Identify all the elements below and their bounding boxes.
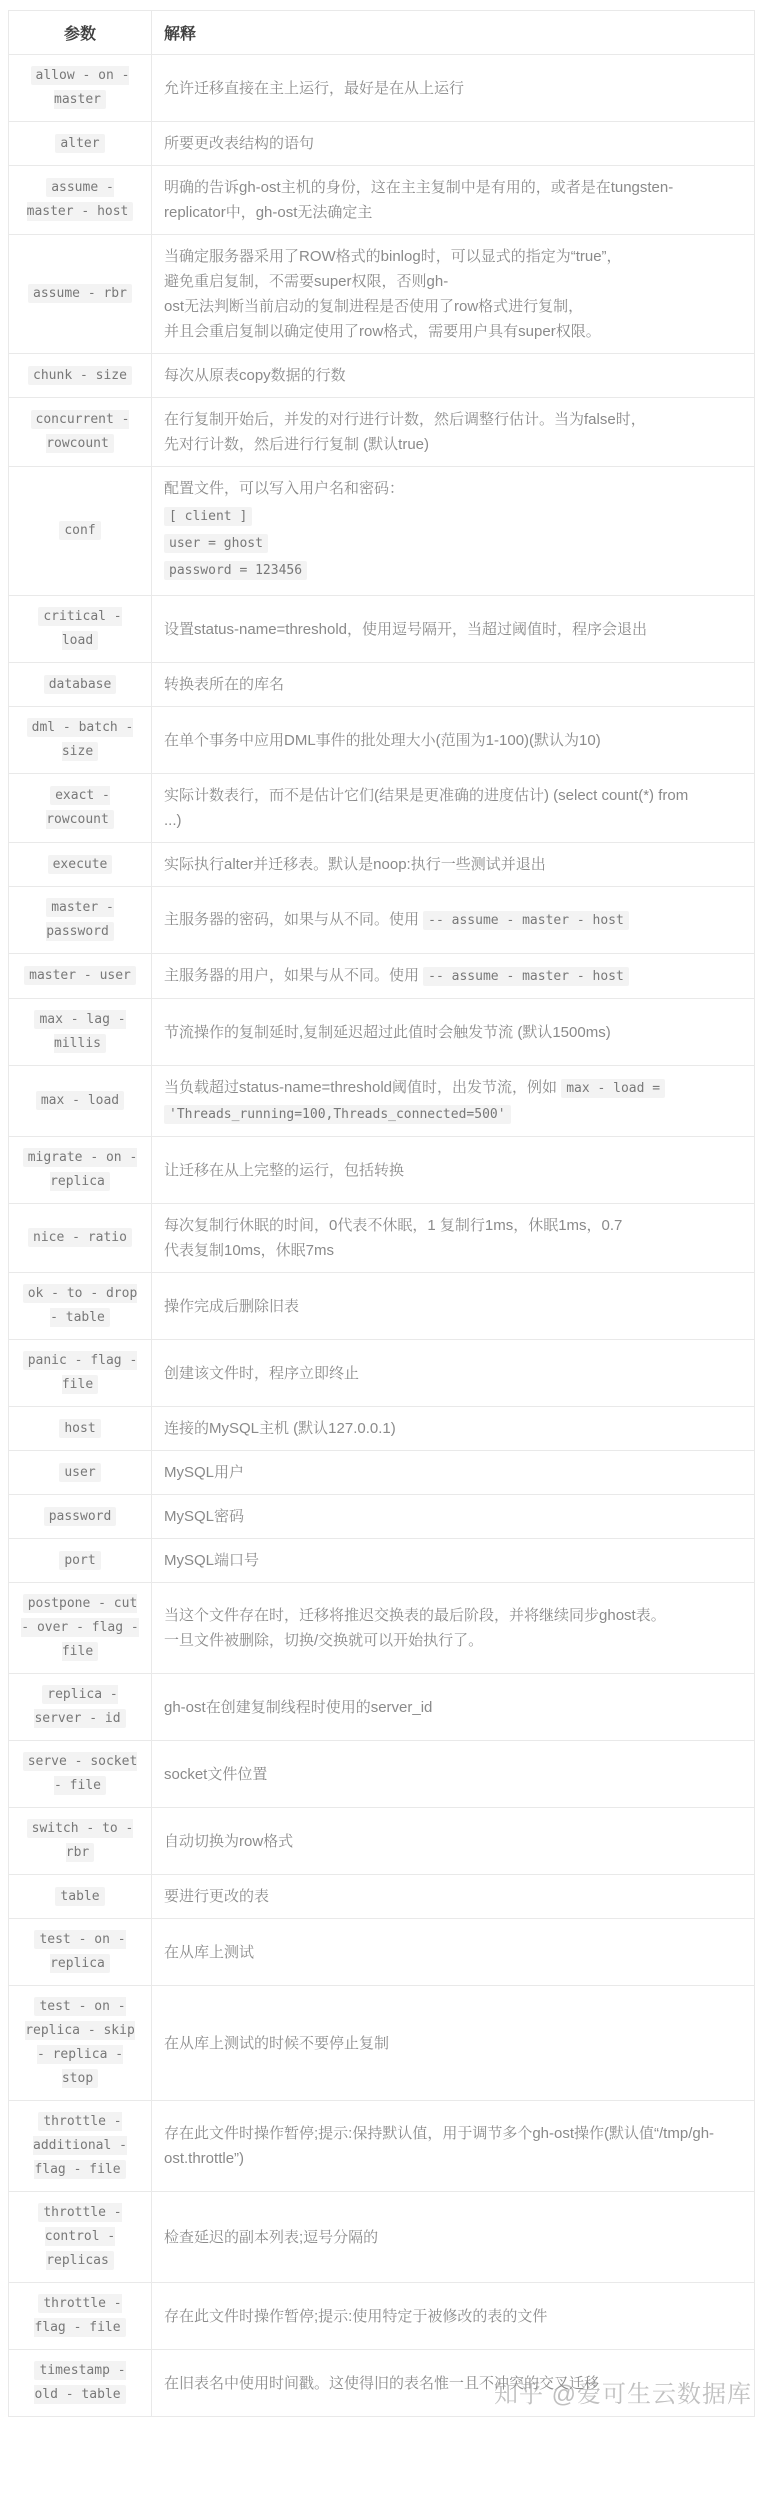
desc-text: replicator中，gh-ost无法确定主 <box>164 204 373 221</box>
desc-cell <box>152 1808 755 1875</box>
param-code: table <box>55 1887 104 1906</box>
desc-text: ...) <box>164 812 182 829</box>
param-cell <box>9 1583 152 1674</box>
param-code: assume - rbr <box>28 284 132 303</box>
table-row <box>9 55 755 122</box>
param-code: alter <box>55 134 104 153</box>
table-row <box>9 2192 755 2283</box>
table-row <box>9 954 755 999</box>
param-code: user <box>59 1463 100 1482</box>
desc-text: 要进行更改的表 <box>164 1888 270 1905</box>
table-row <box>9 1875 755 1919</box>
desc-text: 在旧表名中使用时间戳。这使得旧的表名惟一且不冲突的交叉迁移 <box>164 2374 600 2392</box>
header-desc: 解释 <box>152 11 755 55</box>
param-code: host <box>59 1419 100 1438</box>
header-param: 参数 <box>9 11 152 55</box>
table-row <box>9 1741 755 1808</box>
table-row <box>9 122 755 166</box>
desc-text: 当这个文件存在时，迁移将推迟交换表的最后阶段，并将继续同步ghost表。 <box>164 1607 666 1624</box>
param-cell <box>9 596 152 663</box>
desc-cell <box>152 398 755 467</box>
table-row <box>9 1986 755 2101</box>
param-code: postpone - cut - over - flag - file <box>21 1596 139 1659</box>
table-row <box>9 1451 755 1495</box>
desc-text: ost无法判断当前启动的复制进程是否使用了row格式进行复制， <box>164 298 584 315</box>
desc-cell <box>152 1340 755 1407</box>
param-cell <box>9 774 152 843</box>
desc-text: 连接的MySQL主机 (默认127.0.0.1) <box>164 1420 396 1437</box>
param-cell <box>9 1451 152 1495</box>
param-cell <box>9 122 152 166</box>
desc-cell <box>152 166 755 235</box>
desc-cell <box>152 1741 755 1808</box>
desc-cell <box>152 774 755 843</box>
param-code: throttle - flag - file <box>34 2294 125 2337</box>
desc-text: 存在此文件时操作暂停;提示:保持默认值，用于调节多个gh-ost操作(默认值“/tmp/gh- <box>164 2125 715 2142</box>
desc-cell <box>152 707 755 774</box>
param-cell <box>9 2101 152 2192</box>
table-row <box>9 166 755 235</box>
param-code: master - user <box>24 966 136 985</box>
desc-cell <box>152 954 755 999</box>
param-code: migrate - on - replica <box>23 1148 138 1191</box>
table-row <box>9 1919 755 1986</box>
inline-code: [ client ] <box>164 507 252 526</box>
params-table <box>8 10 755 2417</box>
desc-text: 操作完成后删除旧表 <box>164 1297 300 1315</box>
desc-text: MySQL端口号 <box>164 1552 260 1569</box>
desc-cell <box>152 887 755 954</box>
param-cell <box>9 1137 152 1204</box>
param-cell <box>9 707 152 774</box>
table-row <box>9 354 755 398</box>
table-row <box>9 1808 755 1875</box>
desc-cell <box>152 1583 755 1674</box>
param-code: replica - server - id <box>34 1685 125 1728</box>
param-code: max - lag - millis <box>34 1010 125 1053</box>
table-row <box>9 1340 755 1407</box>
param-cell <box>9 354 152 398</box>
desc-cell <box>152 122 755 166</box>
desc-text: 检查延迟的副本列表;逗号分隔的 <box>164 2228 379 2246</box>
param-cell <box>9 467 152 596</box>
table-row <box>9 887 755 954</box>
param-code: panic - flag - file <box>23 1351 138 1394</box>
table-row <box>9 1204 755 1273</box>
param-code: ok - to - drop - table <box>23 1284 138 1327</box>
desc-cell <box>152 354 755 398</box>
code-line <box>164 505 742 528</box>
param-code: port <box>59 1551 100 1570</box>
table-body <box>9 55 755 2417</box>
desc-text: 节流操作的复制延时,复制延迟超过此值时会触发节流 (默认1500ms) <box>164 1023 611 1041</box>
table-row <box>9 843 755 887</box>
desc-text: 存在此文件时操作暂停;提示:使用特定于被修改的表的文件 <box>164 2307 548 2325</box>
param-code: password <box>44 1507 117 1526</box>
param-code: execute <box>48 855 113 874</box>
table-row <box>9 1273 755 1340</box>
desc-text: 一旦文件被删除，切换/交换就可以开始执行了。 <box>164 1632 484 1649</box>
desc-text: 主服务器的用户，如果与从不同。使用 <box>164 967 424 984</box>
param-cell <box>9 1674 152 1741</box>
desc-cell <box>152 1674 755 1741</box>
table-row <box>9 235 755 354</box>
param-code: database <box>44 675 117 694</box>
param-cell <box>9 999 152 1066</box>
param-code: nice - ratio <box>28 1228 132 1247</box>
desc-cell <box>152 1204 755 1273</box>
param-code: critical - load <box>38 607 121 650</box>
desc-cell <box>152 1407 755 1451</box>
param-cell <box>9 1919 152 1986</box>
inline-code: 'Threads_running=100,Threads_connected=500' <box>164 1105 511 1124</box>
desc-cell <box>152 843 755 887</box>
desc-text: 当负载超过status-name=threshold阈值时，出发节流，例如 <box>164 1079 562 1096</box>
desc-text: MySQL用户 <box>164 1464 245 1481</box>
param-cell <box>9 2192 152 2283</box>
param-cell <box>9 1066 152 1137</box>
param-code: exact - rowcount <box>46 786 114 829</box>
param-cell <box>9 1273 152 1340</box>
param-code: chunk - size <box>28 366 132 385</box>
desc-cell <box>152 55 755 122</box>
param-cell <box>9 2283 152 2350</box>
desc-cell <box>152 1495 755 1539</box>
param-cell <box>9 1340 152 1407</box>
desc-text: 转换表所在的库名 <box>164 676 285 693</box>
desc-text: 先对行计数，然后进行行复制 (默认true) <box>164 436 430 453</box>
param-code: throttle - additional - flag - file <box>33 2114 127 2177</box>
desc-text: 在单个事务中应用DML事件的批处理大小(范围为1-100)(默认为10) <box>164 731 601 749</box>
param-cell <box>9 55 152 122</box>
desc-cell <box>152 235 755 354</box>
table-row <box>9 663 755 707</box>
desc-text: 配置文件，可以写入用户名和密码： <box>164 480 405 497</box>
param-cell <box>9 235 152 354</box>
desc-text: 实际执行alter并迁移表。默认是noop:执行一些测试并退出 <box>164 856 546 873</box>
param-cell <box>9 954 152 999</box>
desc-text: 每次从原表copy数据的行数 <box>164 367 346 384</box>
param-cell <box>9 1986 152 2101</box>
param-cell <box>9 1808 152 1875</box>
desc-text: 在行复制开始后，并发的对行进行计数，然后调整行估计。当为false时， <box>164 411 646 428</box>
desc-text: MySQL密码 <box>164 1508 245 1525</box>
inline-code: password = 123456 <box>164 561 307 580</box>
table-row <box>9 1674 755 1741</box>
desc-cell <box>152 1875 755 1919</box>
param-cell <box>9 1741 152 1808</box>
desc-cell <box>152 1539 755 1583</box>
param-code: test - on - replica <box>34 1930 125 1973</box>
desc-cell <box>152 1066 755 1137</box>
param-code: timestamp - old - table <box>34 2363 126 2402</box>
param-code: serve - socket - file <box>23 1752 138 1795</box>
header-row <box>9 11 755 55</box>
desc-cell <box>152 663 755 707</box>
desc-text: 避免重启复制，不需要super权限，否则gh- <box>164 273 449 290</box>
code-line <box>164 559 742 582</box>
param-code: dml - batch - size <box>27 718 134 761</box>
param-code: allow - on - master <box>31 66 130 109</box>
desc-cell <box>152 1273 755 1340</box>
desc-text: gh-ost在创建复制线程时使用的server_id <box>164 1698 433 1716</box>
param-cell <box>9 2350 152 2417</box>
table-row <box>9 1066 755 1137</box>
param-code: switch - to - rbr <box>27 1819 134 1862</box>
desc-text: 明确的告诉gh-ost主机的身份，这在主主复制中是有用的，或者是在tungsten- <box>164 179 674 196</box>
table-header <box>9 11 755 55</box>
code-line <box>164 532 742 555</box>
param-cell <box>9 843 152 887</box>
table-row <box>9 1539 755 1583</box>
desc-text: ost.throttle”) <box>164 2150 245 2167</box>
param-cell <box>9 1407 152 1451</box>
desc-text: 每次复制行休眠的时间，0代表不休眠，1 复制行1ms，休眠1ms，0.7 <box>164 1217 623 1234</box>
inline-code: -- assume - master - host <box>423 911 629 930</box>
desc-text: 创建该文件时，程序立即终止 <box>164 1364 360 1382</box>
desc-cell <box>152 1137 755 1204</box>
param-code: throttle - control - replicas <box>38 2203 121 2270</box>
desc-cell <box>152 596 755 663</box>
desc-cell <box>152 1986 755 2101</box>
desc-text: 所要更改表结构的语句 <box>164 135 315 152</box>
desc-text: 自动切换为row格式 <box>164 1832 294 1850</box>
table-row <box>9 1137 755 1204</box>
desc-cell <box>152 1919 755 1986</box>
table-row <box>9 398 755 467</box>
param-cell <box>9 1204 152 1273</box>
param-cell <box>9 166 152 235</box>
desc-cell <box>152 2192 755 2283</box>
param-cell <box>9 1875 152 1919</box>
desc-text: 设置status-name=threshold，使用逗号隔开，当超过阈值时，程序会退出 <box>164 620 648 638</box>
desc-text: socket文件位置 <box>164 1765 268 1783</box>
desc-cell <box>152 999 755 1066</box>
table-row <box>9 2283 755 2350</box>
table-row <box>9 999 755 1066</box>
inline-code: -- assume - master - host <box>423 967 629 986</box>
param-code: conf <box>59 521 100 540</box>
param-cell <box>9 1539 152 1583</box>
param-cell <box>9 398 152 467</box>
desc-text: 并且会重启复制以确定使用了row格式，需要用户具有super权限。 <box>164 323 601 340</box>
desc-text: 在从库上测试的时候不要停止复制 <box>164 2034 390 2052</box>
desc-text: 让迁移在从上完整的运行，包括转换 <box>164 1161 405 1179</box>
desc-text: 当确定服务器采用了ROW格式的binlog时，可以显式的指定为“true”， <box>164 248 622 265</box>
desc-cell <box>152 2283 755 2350</box>
table-row <box>9 467 755 596</box>
desc-text: 在从库上测试 <box>164 1943 255 1961</box>
table-row <box>9 774 755 843</box>
table-row <box>9 1495 755 1539</box>
desc-cell <box>152 467 755 596</box>
param-code: assume - master - host <box>27 178 134 221</box>
param-code: max - load <box>36 1091 124 1110</box>
desc-text: 主服务器的密码，如果与从不同。使用 <box>164 911 424 928</box>
param-cell <box>9 1495 152 1539</box>
param-cell <box>9 663 152 707</box>
table-row <box>9 1407 755 1451</box>
param-code: test - on - replica - skip - replica - stop <box>25 1999 135 2086</box>
desc-cell <box>152 2101 755 2192</box>
table-row <box>9 596 755 663</box>
desc-text: 实际计数表行，而不是估计它们(结果是更准确的进度估计) (select count(*) from <box>164 787 689 804</box>
desc-cell <box>152 1451 755 1495</box>
table-row <box>9 2101 755 2192</box>
desc-text: 允许迁移直接在主上运行，最好是在从上运行 <box>164 79 465 97</box>
watermark: 知乎 @爱可生云数据库 <box>493 2381 752 2408</box>
inline-code: max - load = <box>561 1079 665 1098</box>
param-code: concurrent - rowcount <box>31 410 130 453</box>
param-code: master - password <box>46 900 114 939</box>
table-row <box>9 1583 755 1674</box>
table-row <box>9 707 755 774</box>
desc-text: 代表复制10ms，休眠7ms <box>164 1242 335 1259</box>
inline-code: user = ghost <box>164 534 268 553</box>
param-cell <box>9 887 152 954</box>
